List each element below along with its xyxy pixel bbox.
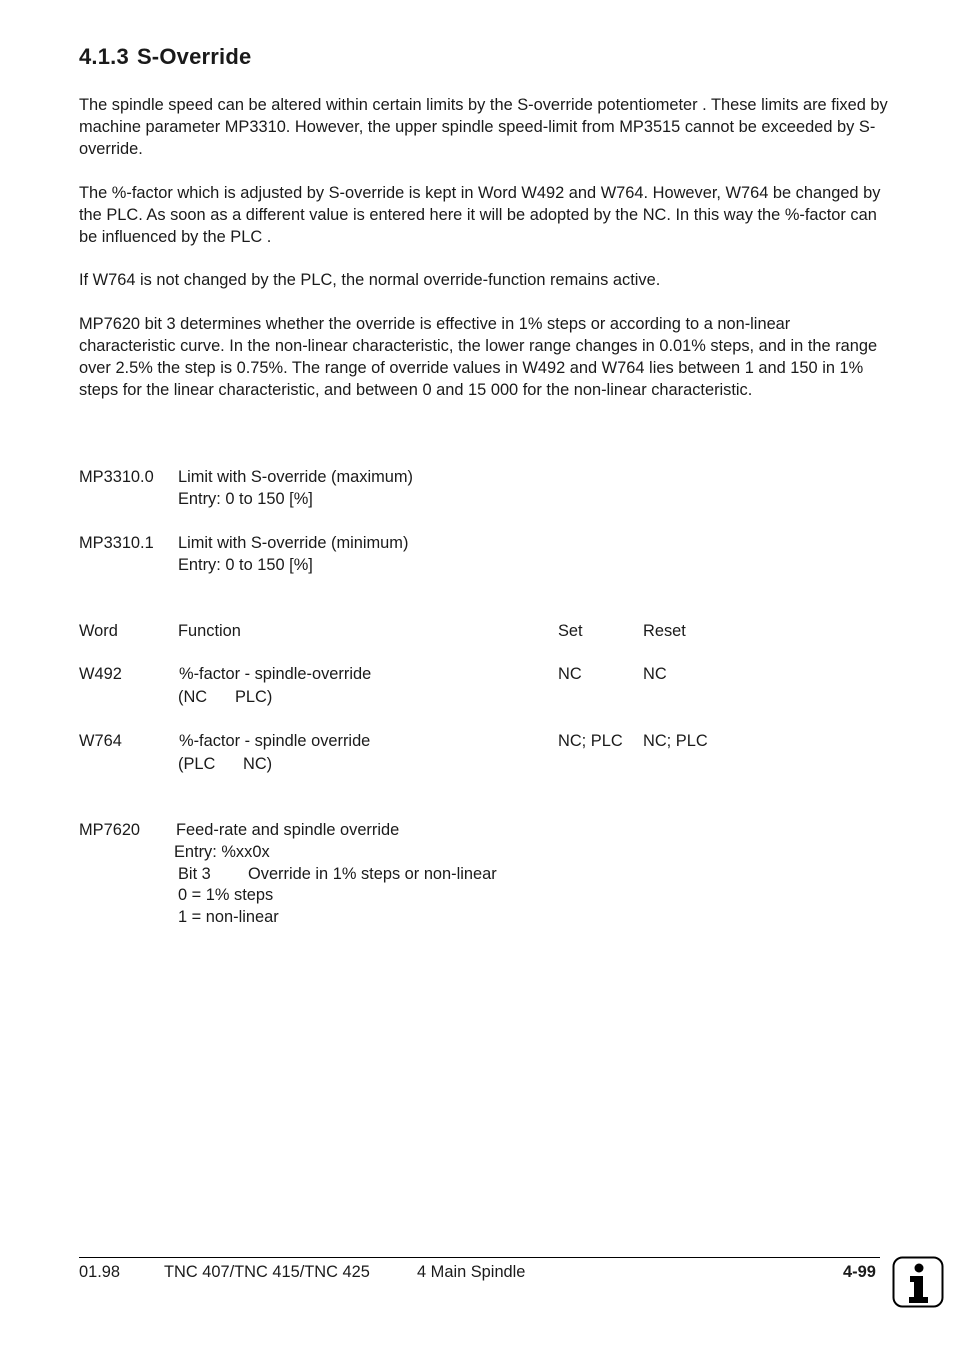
row-function: %-factor - spindle-override [179,665,372,683]
row-reset: NC [643,665,667,683]
row-set: NC [558,665,582,683]
row-function: %-factor - spindle override [179,732,371,750]
header-word: Word [79,622,118,640]
paragraph-2: The %-factor which is adjusted by S-override is kept in Word W492 and W764. However, W764 be changed by the PLC. As soon as a different value is entered here it will be adopted by the NC. In this way the %-factor can be influenced by the PLC . [79,184,881,246]
mp-description: Limit with S-override (minimum) [178,534,409,552]
row-reset: NC; PLC [643,732,708,750]
section-heading [79,44,251,70]
header-reset: Reset [643,622,686,640]
row-word: W492 [79,665,122,683]
footer-date: 01.98 [79,1263,121,1281]
mp7620-entry: Entry: %xx0x [174,843,270,861]
mp7620-option-1: 1 = non-linear [178,908,279,926]
section-title: S-Override [136,44,252,69]
row-flow-to: PLC) [235,688,273,706]
paragraph-1: The spindle speed can be altered within certain limits by the S-override potentiometer . These limits are fixed by machine parameter MP3310. However, the upper spindle speed-limit from MP3515 cannot be exceeded by S-override. [79,96,888,158]
row-flow-from: (PLC [178,755,216,773]
footer-chapter: 4 Main Spindle [417,1263,526,1281]
footer-model: TNC 407/TNC 415/TNC 425 [164,1263,370,1281]
mp7620-bit-description: Override in 1% steps or non-linear [248,865,497,883]
mp-entry: Entry: 0 to 150 [%] [178,490,313,508]
row-flow-from: (NC [178,688,208,706]
footer-rule [79,1257,880,1258]
mp-description: Limit with S-override (maximum) [178,468,413,486]
info-icon [892,1256,944,1308]
paragraph-3: If W764 is not changed by the PLC, the normal override-function remains active. [79,271,661,289]
mp7620-option-0: 0 = 1% steps [178,886,274,904]
mp-id: MP3310.1 [79,534,154,552]
header-function: Function [178,622,241,640]
row-flow-to: NC) [243,755,273,773]
mp-id: MP3310.0 [79,468,154,486]
mp7620-bit-label: Bit 3 [178,865,211,883]
section-number: 4.1.3 [79,44,129,69]
mp-entry: Entry: 0 to 150 [%] [178,556,313,574]
row-word: W764 [79,732,122,750]
mp7620-description: Feed-rate and spindle override [176,821,400,839]
row-set: NC; PLC [558,732,623,750]
page-number: 4-99 [843,1263,876,1281]
paragraph-4: MP7620 bit 3 determines whether the override is effective in 1% steps or according to a non-linear characteristic curve. In the non-linear characteristic, the lower range changes in 0.01% steps, and in the range over 2.5% the step is 0.75%. The range of override values in W492 and W764 lies between 1 and 150 in 1% steps for the linear characteristic, and between 0 and 15 000 for the non-linear characteristic. [79,315,878,399]
mp7620-id: MP7620 [79,821,141,839]
header-set: Set [558,622,583,640]
